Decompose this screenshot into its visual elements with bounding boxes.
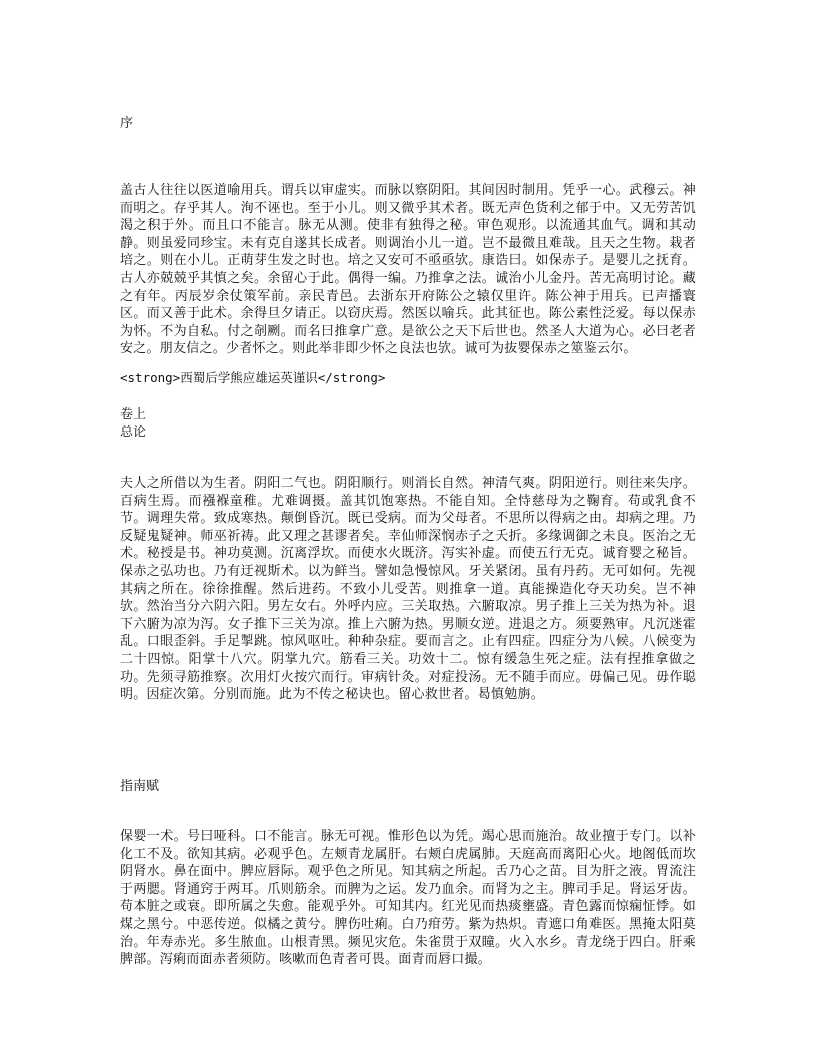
preface-body: 盖古人往往以医道喻用兵。谓兵以审虚实。而脉以察阴阳。其间因时制用。凭乎一心。武穆云。神而明之。存乎其人。洵不诬也。至于小儿。则又微乎其术者。既无声色货利之郁于中。又无劳苦饥渴之积于外。而且口不能言。脉无从测。使非有独得之秘。审色观形。以流通其血气。调和其动静。则虽爱同珍宝。未有克自遂其长成者。则调治小儿一道。岂不最微且难哉。且天之生物。栽者培之。则在小儿。正萌芽生发之时也。培之又安可不亟亟欤。康诰曰。如保赤子。是婴儿之抚育。古人亦兢兢乎其慎之矣。余留心于此。偶得一编。乃推拿之法。诚治小儿金丹。苦无高明讨论。藏之有年。丙辰岁余仗策军前。亲民青邑。去浙东开府陈公之辕仅里许。陈公神于用兵。已声播寰区。而又善于此术。余得旦夕请正。以窃庆焉。然医以喻兵。此其征也。陈公素性泛爱。每以保赤为怀。不为自私。付之剞劂。而名曰推拿广意。是欲公之天下后世也。然圣人大道为心。必曰老者安之。朋友信之。少者怀之。则此举非即少怀之良法也欤。诚可为抜婴保赤之筮鉴云尔。: [120, 183, 696, 357]
general-discussion-body: 夫人之所借以为生者。阴阳二气也。阴阳顺行。则消长自然。神清气爽。阴阳逆行。则往来失序。百病生焉。而襁褓童稚。尤难调摄。盖其饥饱寒热。不能自知。全恃慈母为之鞠育。苟或乳食不节。调理失常。致成寒热。颠倒昏沉。既已受病。而为父母者。不思所以得病之由。却病之理。乃反疑鬼疑神。师巫祈祷。此又理之甚谬者矣。幸仙师深悯赤子之夭折。多缘调御之未良。医治之无术。秘授是书。神功莫测。沉离浮坎。而使水火既济。泻实补虚。而使五行无克。诚育婴之秘旨。保赤之弘功也。乃有迂视斯术。以为鲜当。譬如急慢惊风。牙关紧闭。虽有丹药。无可如何。先视其病之所在。徐徐推醒。然后进药。不致小儿受苦。则推拿一道。真能操造化夺天功矣。岂不神欤。然治当分六阴六阳。男左女右。外呼内应。三关取热。六腑取凉。男子推上三关为热为补。退下六腑为凉为泻。女子推下三关为凉。推上六腑为热。男顺女逆。进退之方。须要熟审。凡沉迷霍乱。口眼歪斜。手足掣跳。惊风呕吐。种种杂症。要而言之。止有四症。四症分为八候。八候变为二十四惊。阳掌十八穴。阴掌九穴。筋看三关。功效十二。惊有缓急生死之症。法有捏推拿做之功。先须寻筋推察。次用灯火按穴而行。审病针灸。对症投汤。无不随手而应。毋偏己见。毋作聪明。因症次第。分别而施。此为不传之秘诀也。留心救世者。曷慎勉旃。: [120, 476, 696, 703]
author-signature: <strong>西蜀后学熊应雄运英谨识</strong>: [120, 370, 386, 385]
preface-title: 序: [120, 116, 134, 131]
fu-body: 保婴一术。号曰哑科。口不能言。脉无可视。惟形色以为凭。竭心思而施治。故业擅于专门。以补化工不及。欲知其病。必观乎色。左颊青龙属肝。右颊白虎属肺。天庭高而离阳心火。地阁低而坎阴肾水。鼻在面中。脾应唇际。观乎色之所见。知其病之所起。舌乃心之苗。目为肝之液。胃流注于两腮。肾通窍于两耳。爪则筋余。而脾为之运。发乃血余。而肾为之主。脾司手足。肾运牙齿。苟本脏之或衰。即所属之失愈。能观乎外。可知其内。红光见而热痰壅盛。青色露而惊痫怔悸。如煤之黑兮。中恶传逆。似橘之黄兮。脾伤吐痢。白乃疳劳。紫为热炽。青遮口角难医。黑掩太阳莫治。年寿赤光。多生脓血。山根青黑。频见灾危。朱雀贯于双瞳。火入水乡。青龙绕于四白。肝乘脾部。泻痢而面赤者须防。咳嗽而色青者可畏。面青而唇口撮。: [120, 829, 696, 968]
fu-title: 指南赋: [120, 779, 160, 794]
volume-label: 卷上: [120, 407, 147, 422]
section-title-general: 总论: [120, 425, 147, 440]
